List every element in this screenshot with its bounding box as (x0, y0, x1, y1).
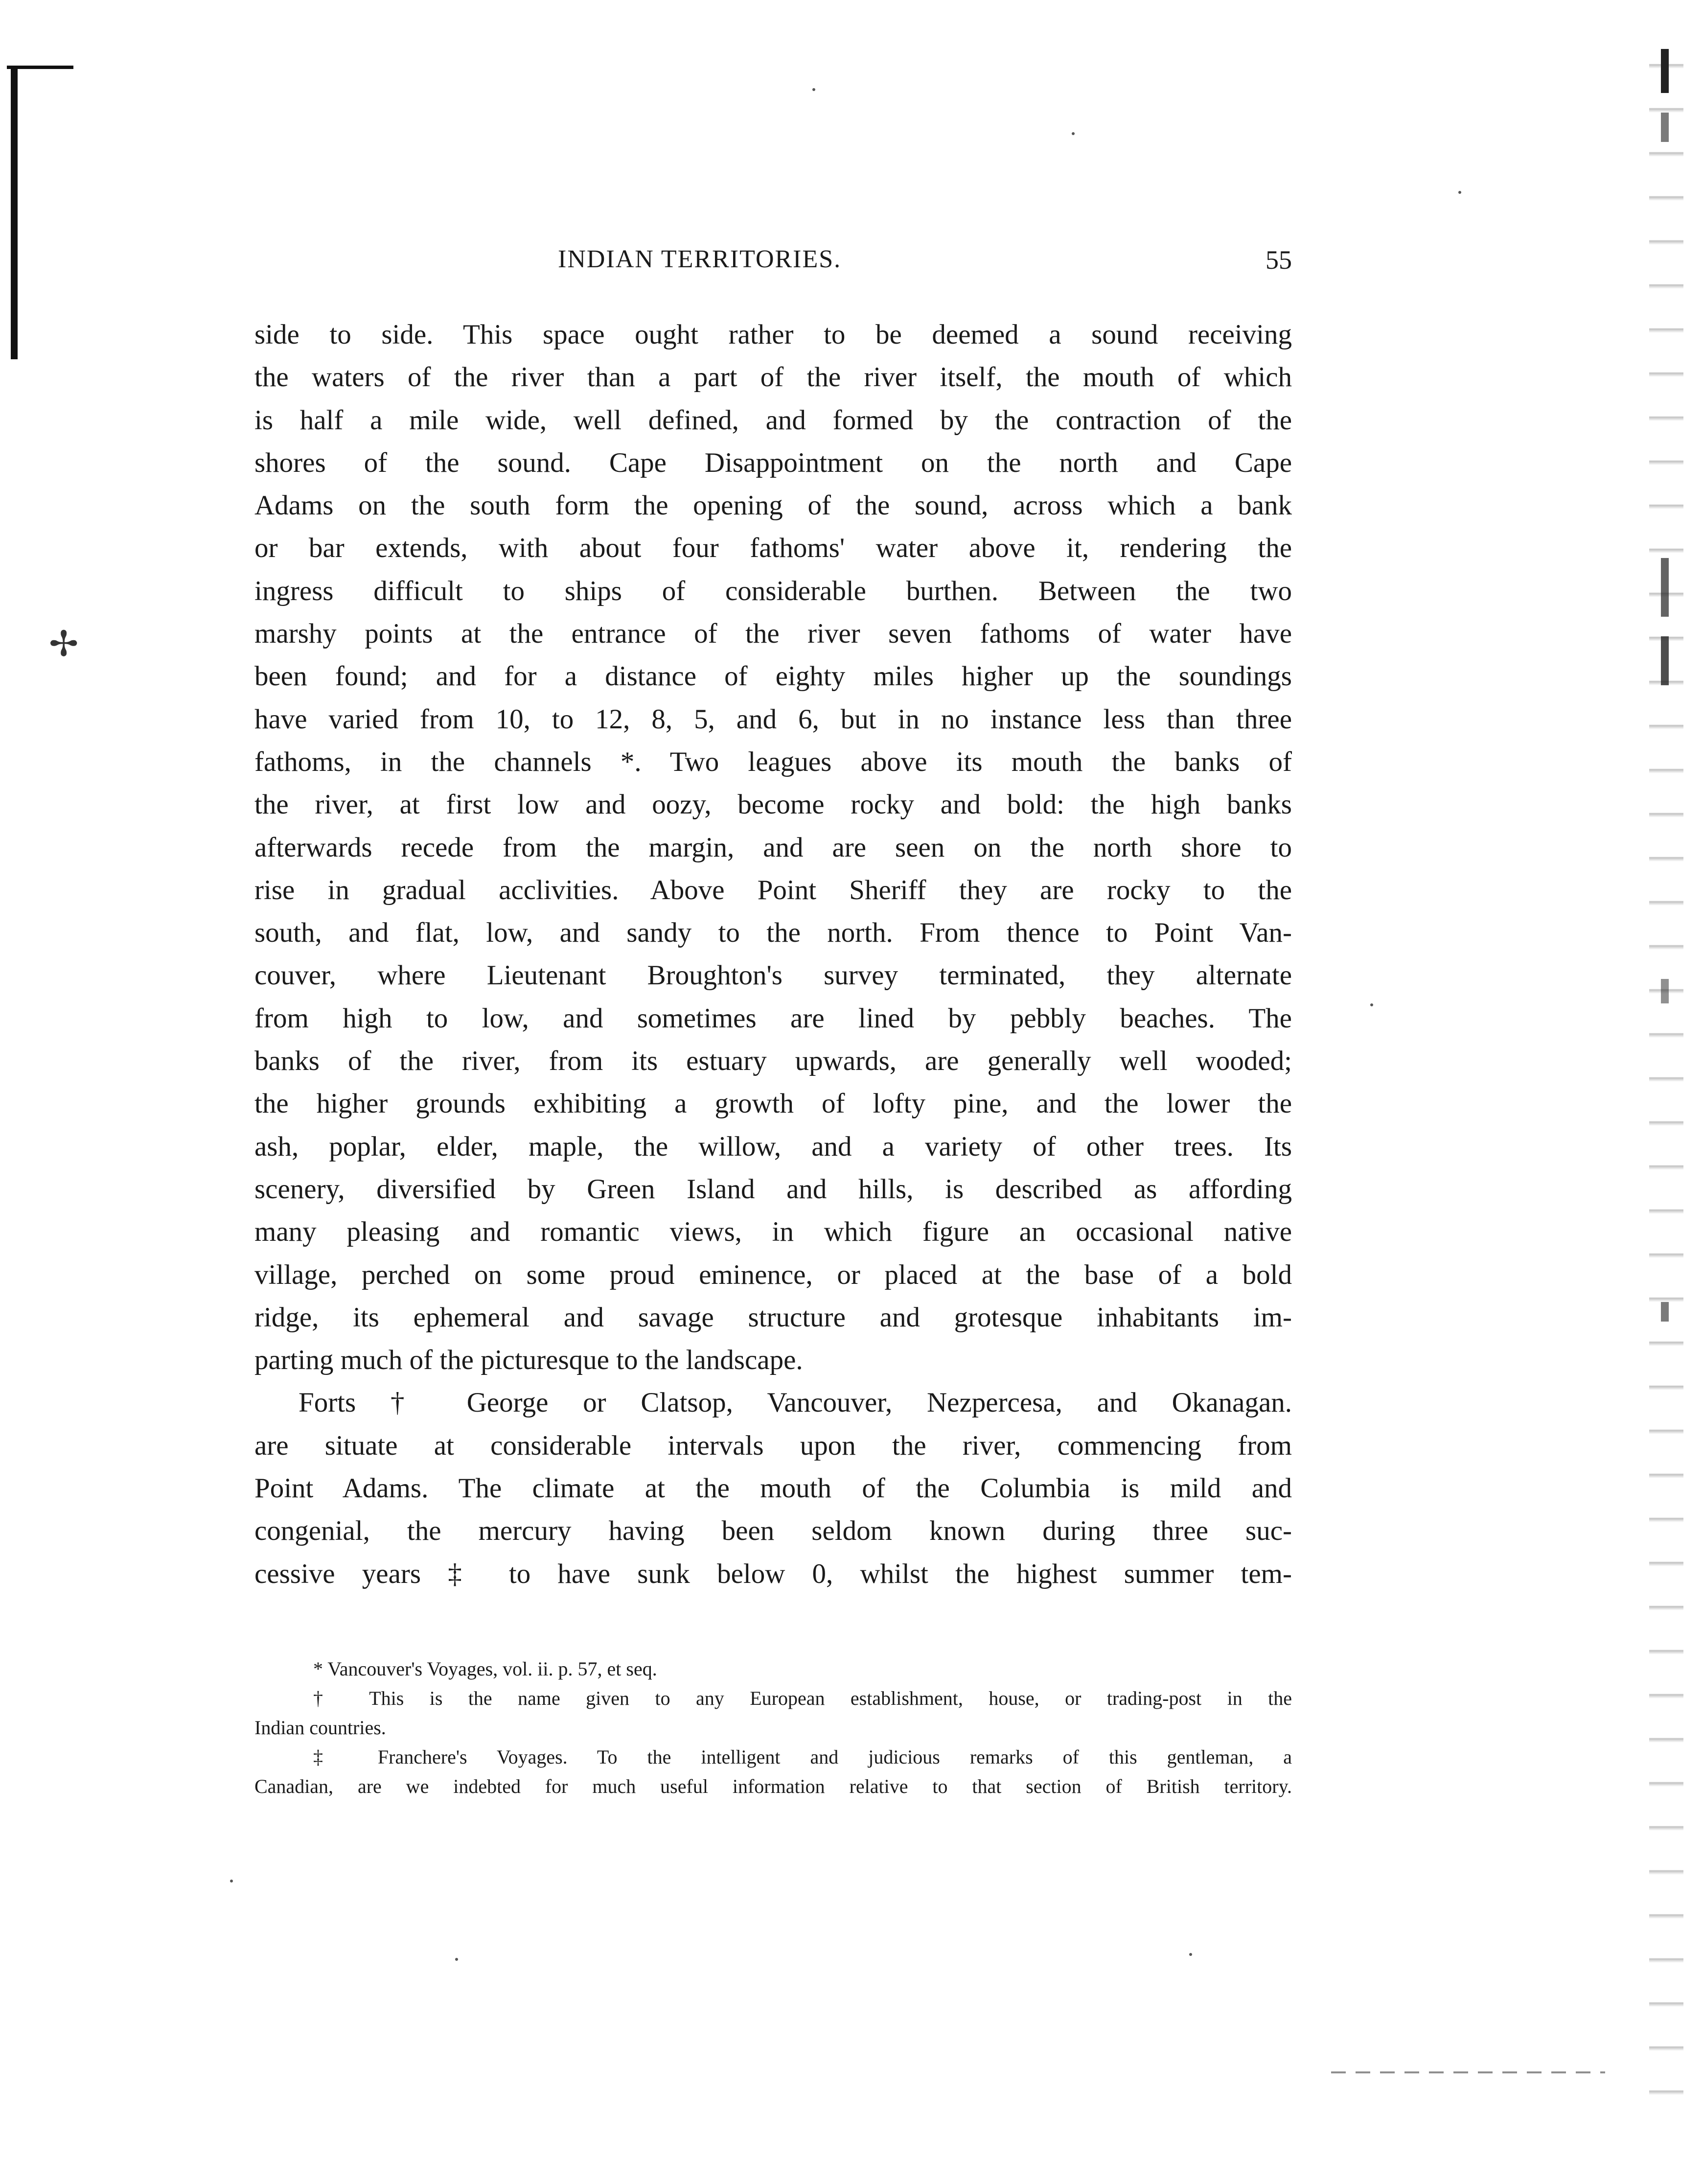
text-line: ridge, its ephemeral and savage structure and grotesque inhabitants im- (254, 1301, 1292, 1333)
scan-speck (1189, 1953, 1192, 1956)
scan-edge-blot (1661, 113, 1669, 142)
text-line: ash, poplar, elder, maple, the willow, and a variety of other trees. Its (254, 1131, 1292, 1162)
scan-speck (455, 1958, 458, 1961)
footnote-line: ‡ Franchere's Voyages. To the intelligent and judicious remarks of this gentleman, a (313, 1746, 1292, 1768)
ink-smudge-icon: ✢ (49, 625, 79, 664)
text-line: the waters of the river than a part of the river itself, the mouth of which (254, 362, 1292, 393)
text-line: Point Adams. The climate at the mouth of the Columbia is mild and (254, 1473, 1292, 1504)
scan-speck (1458, 191, 1461, 194)
text-line: parting much of the picturesque to the landscape. (254, 1345, 803, 1376)
page-number: 55 (1266, 245, 1292, 275)
text-line: are situate at considerable intervals upon the river, commencing from (254, 1430, 1292, 1461)
text-line: been found; and for a distance of eighty miles higher up the soundings (254, 661, 1292, 692)
text-line: afterwards recede from the margin, and are seen on the north shore to (254, 832, 1292, 863)
text-line: fathoms, in the channels *. Two leagues above its mouth the banks of (254, 746, 1292, 777)
footnote-line: † This is the name given to any European establishment, house, or trading-post in the (313, 1687, 1292, 1709)
running-head (254, 245, 1292, 284)
text-line: is half a mile wide, well defined, and formed by the contraction of the (254, 404, 1292, 436)
text-line: the river, at first low and oozy, become rocky and bold: the high banks (254, 789, 1292, 820)
text-line: side to side. This space ought rather to be deemed a sound receiving (254, 319, 1292, 350)
text-line: have varied from 10, to 12, 8, 5, and 6, but in no instance less than three (254, 703, 1292, 735)
text-line: Forts † George or Clatsop, Vancouver, Nezpercesa, and Okanagan. (299, 1387, 1292, 1418)
scan-edge-blot (1661, 49, 1669, 93)
footnote-line: Canadian, are we indebted for much useful information relative to that section of British territory. (254, 1775, 1292, 1797)
text-line: congenial, the mercury having been seldom known during three suc- (254, 1515, 1292, 1547)
scan-edge-mark (11, 66, 18, 359)
body-text (254, 313, 1292, 1595)
running-title: INDIAN TERRITORIES. (558, 245, 842, 273)
scan-speck (1370, 1003, 1373, 1006)
scan-edge-blot (1661, 636, 1669, 685)
text-line: rise in gradual acclivities. Above Point Sheriff they are rocky to the (254, 874, 1292, 906)
footnotes (254, 1654, 1292, 1801)
text-line: scenery, diversified by Green Island and hills, is described as affording (254, 1173, 1292, 1205)
text-line: south, and flat, low, and sandy to the north. From thence to Point Van- (254, 917, 1292, 949)
text-line: village, perched on some proud eminence, or placed at the base of a bold (254, 1259, 1292, 1290)
text-line: cessive years ‡ to have sunk below 0, whilst the highest summer tem- (254, 1558, 1292, 1589)
scan-bottom-rule (1331, 2071, 1605, 2073)
text-line: many pleasing and romantic views, in which figure an occasional native (254, 1216, 1292, 1248)
text-line: ingress difficult to ships of considerable burthen. Between the two (254, 575, 1292, 606)
scan-edge-blot (1661, 979, 1669, 1003)
text-line: banks of the river, from its estuary upwards, are generally well wooded; (254, 1046, 1292, 1077)
scan-speck (812, 88, 815, 91)
text-line: shores of the sound. Cape Disappointment on the north and Cape (254, 447, 1292, 478)
scan-edge-blot (1661, 558, 1669, 617)
scan-speck (1072, 132, 1075, 135)
scan-speck (230, 1880, 233, 1882)
scan-right-edge-noise (1649, 49, 1683, 2105)
text-line: from high to low, and sometimes are lined by pebbly beaches. The (254, 1002, 1292, 1034)
text-line: marshy points at the entrance of the river seven fathoms of water have (254, 618, 1292, 650)
text-line: Adams on the south form the opening of the sound, across which a bank (254, 490, 1292, 521)
text-line: or bar extends, with about four fathoms' water above it, rendering the (254, 533, 1292, 564)
text-line: couver, where Lieutenant Broughton's survey terminated, they alternate (254, 960, 1292, 991)
footnote-line: Indian countries. (254, 1717, 386, 1739)
footnote-line: * Vancouver's Voyages, vol. ii. p. 57, et seq. (313, 1658, 657, 1680)
scan-edge-blot (1661, 1302, 1669, 1322)
text-line: the higher grounds exhibiting a growth of lofty pine, and the lower the (254, 1088, 1292, 1119)
